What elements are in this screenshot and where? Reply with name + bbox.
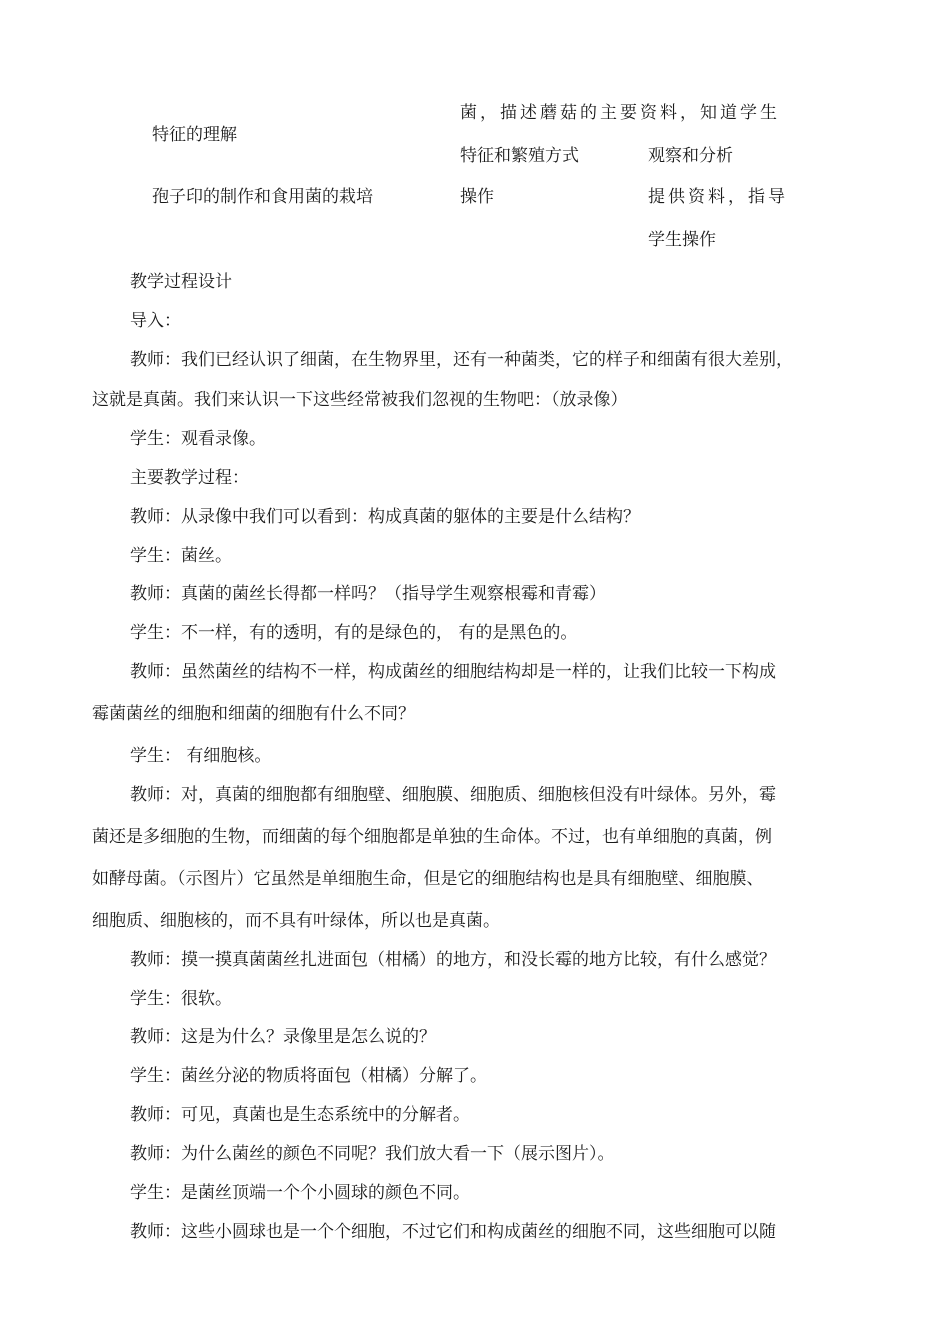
paragraph-line: 教师：从录像中我们可以看到：构成真菌的躯体的主要是什么结构？ [130, 507, 640, 527]
paragraph-line: 学生： 有细胞核。 [130, 746, 272, 766]
table-cell-r2c3-line1: 提供资料，指导 [648, 187, 788, 207]
paragraph-line: 教师：为什么菌丝的颜色不同呢？我们放大看一下（展示图片）。 [130, 1144, 615, 1164]
paragraph-line: 如酵母菌。（示图片）它虽然是单细胞生命，但是它的细胞结构也是具有细胞壁、细胞膜、 [92, 869, 764, 889]
paragraph-line: 学生：是菌丝顶端一个个小圆球的颜色不同。 [130, 1183, 470, 1203]
paragraph-line: 教师：可见，真菌也是生态系统中的分解者。 [130, 1105, 470, 1125]
paragraph-line: 教师：摸一摸真菌菌丝扎进面包（柑橘）的地方，和没长霉的地方比较，有什么感觉？ [130, 950, 776, 970]
paragraph-line: 教师：真菌的菌丝长得都一样吗？（指导学生观察根霉和青霉） [130, 584, 606, 604]
paragraph-line: 学生：菌丝。 [130, 546, 232, 566]
subheading-intro: 导入： [130, 311, 181, 331]
paragraph-line: 霉菌菌丝的细胞和细菌的细胞有什么不同？ [92, 704, 415, 724]
paragraph-line: 这就是真菌。我们来认识一下这些经常被我们忽视的生物吧：（放录像） [92, 390, 628, 410]
table-cell-r2c2: 操作 [460, 187, 494, 207]
paragraph-line: 教师：这些小圆球也是一个个细胞，不过它们和构成菌丝的细胞不同，这些细胞可以随 [130, 1222, 776, 1242]
table-cell-r2c3-line2: 学生操作 [648, 230, 716, 250]
paragraph-line: 教师：我们已经认识了细菌，在生物界里，还有一种菌类，它的样子和细菌有很大差别， [130, 350, 793, 370]
subheading-main: 主要教学过程： [130, 468, 249, 488]
paragraph-line: 菌还是多细胞的生物，而细菌的每个细胞都是单独的生命体。不过，也有单细胞的真菌，例 [92, 827, 772, 847]
paragraph-line: 教师：这是为什么？录像里是怎么说的？ [130, 1027, 436, 1047]
paragraph-line: 学生：观看录像。 [130, 429, 266, 449]
table-cell-r1c2-line2: 特征和繁殖方式 [460, 146, 579, 166]
table-cell-r1c1: 特征的理解 [152, 125, 237, 145]
table-cell-r2c1: 孢子印的制作和食用菌的栽培 [152, 187, 373, 207]
table-cell-r1c3: 观察和分析 [648, 146, 733, 166]
paragraph-line: 学生：菌丝分泌的物质将面包（柑橘）分解了。 [130, 1066, 487, 1086]
section-heading: 教学过程设计 [130, 272, 232, 292]
paragraph-line: 细胞质、细胞核的，而不具有叶绿体，所以也是真菌。 [92, 911, 500, 931]
table-cell-r1c2-line1: 菌，描述蘑菇的主要资料，知道学生 [460, 103, 780, 123]
paragraph-line: 教师：对，真菌的细胞都有细胞壁、细胞膜、细胞质、细胞核但没有叶绿体。另外，霉 [130, 785, 776, 805]
paragraph-line: 教师：虽然菌丝的结构不一样，构成菌丝的细胞结构却是一样的，让我们比较一下构成 [130, 662, 776, 682]
paragraph-line: 学生：不一样，有的透明，有的是绿色的， 有的是黑色的。 [130, 623, 578, 643]
paragraph-line: 学生：很软。 [130, 989, 232, 1009]
